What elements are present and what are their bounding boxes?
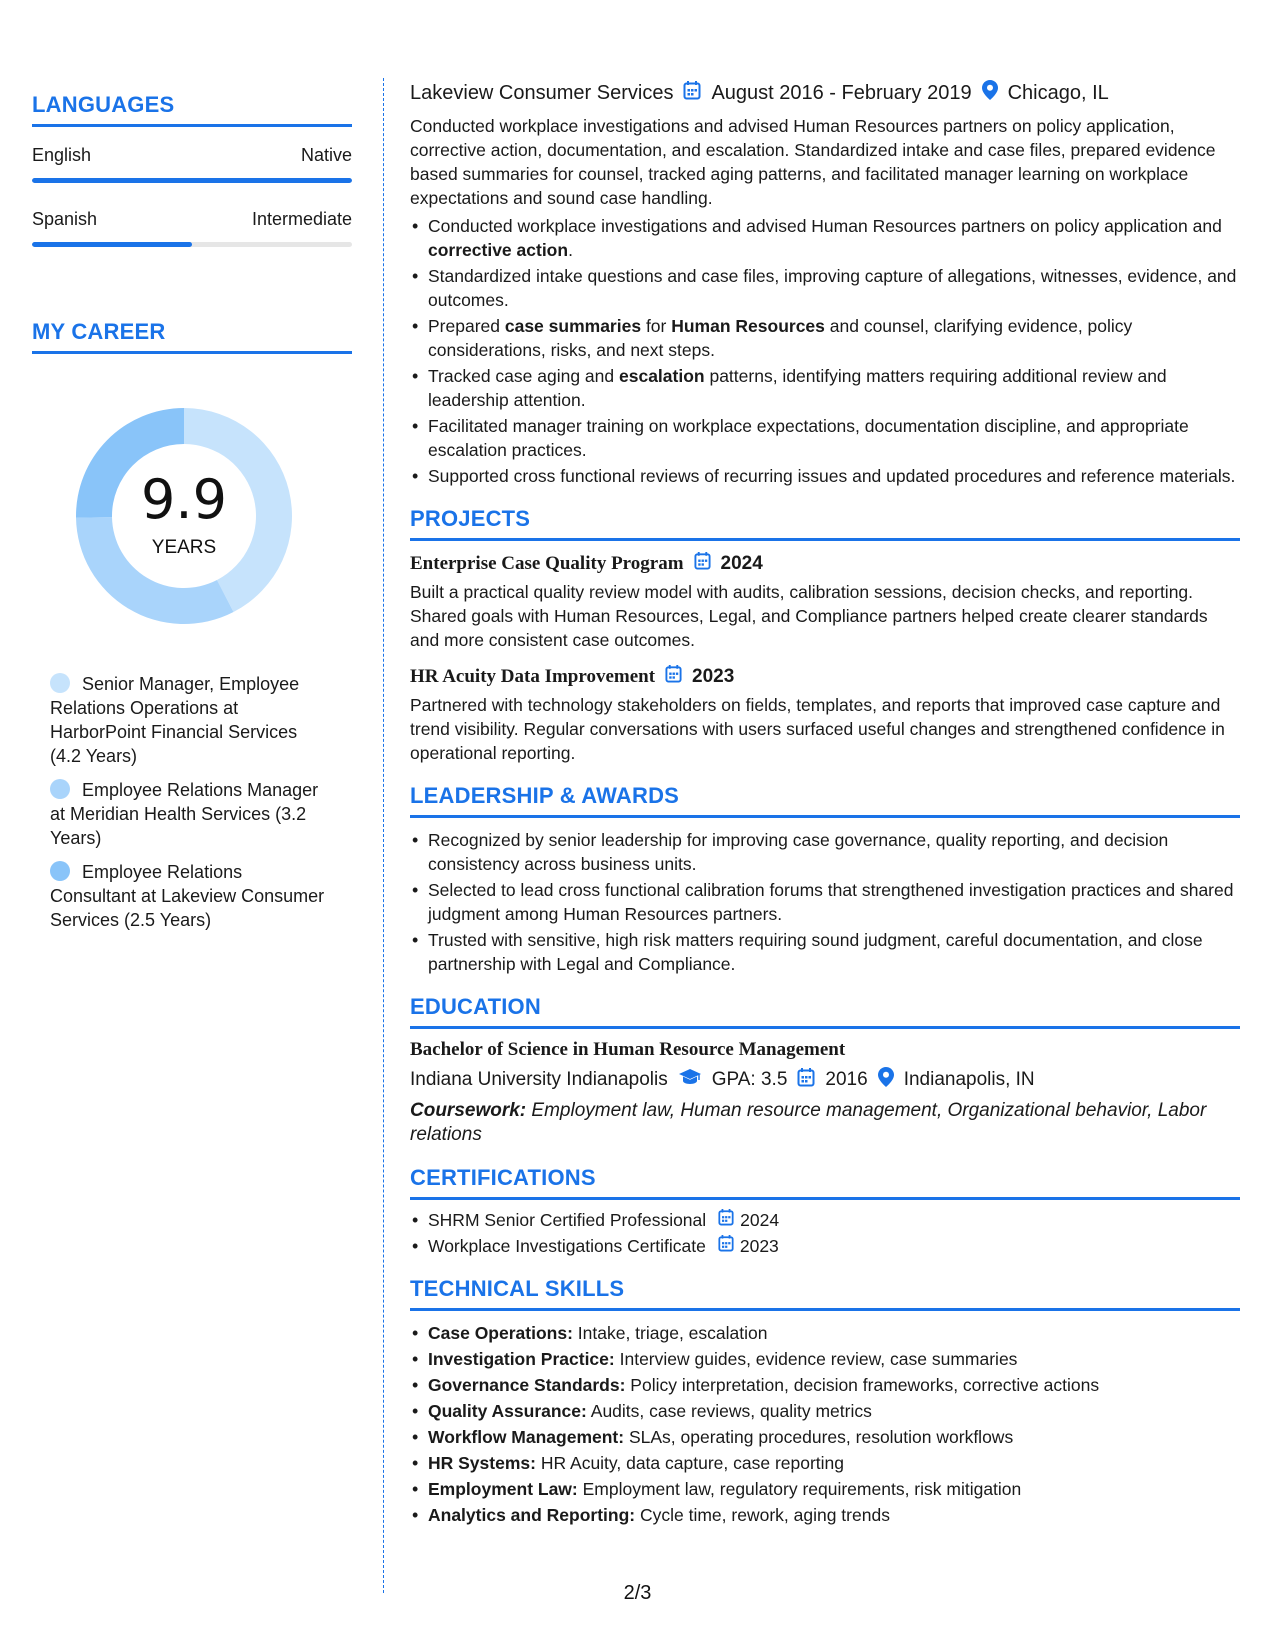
career-legend xyxy=(50,672,330,932)
projects-heading: PROJECTS xyxy=(410,506,1240,541)
project-year: 2023 xyxy=(692,665,735,687)
skills-section xyxy=(410,1276,1240,1527)
job-bullet: • Tracked case aging and escalation patterns, identifying matters requiring additional review and leadership attention. xyxy=(410,364,1240,412)
job-bullet: • Standardized intake questions and case files, improving capture of allegations, witnesses, evidence, and outcomes. xyxy=(410,264,1240,312)
certification-item xyxy=(410,1208,1240,1232)
language-item xyxy=(32,209,352,247)
job-bullet: • Conducted workplace investigations and advised Human Resources partners on policy application and corrective action. xyxy=(410,214,1240,262)
leadership-item: • Recognized by senior leadership for improving case governance, quality reporting, and decision consistency across business units. xyxy=(410,828,1240,876)
coursework-list: Employment law, Human resource management, Organizational behavior, Labor relations xyxy=(410,1100,1207,1145)
language-item xyxy=(32,145,352,183)
skills-heading: TECHNICAL SKILLS xyxy=(410,1276,1240,1311)
job-header xyxy=(410,80,1240,106)
certification-name: • SHRM Senior Certified Professional xyxy=(428,1210,707,1230)
career-total-years: 9.9 xyxy=(141,468,227,531)
language-level: Intermediate xyxy=(251,209,352,229)
certifications-list xyxy=(410,1208,1240,1258)
certification-year: 2024 xyxy=(740,1210,780,1230)
legend-swatch xyxy=(50,861,70,881)
career-donut-chart xyxy=(64,396,304,636)
career-heading: MY CAREER xyxy=(32,319,352,354)
coursework-label: Coursework: xyxy=(410,1100,527,1121)
job-bullet: • Prepared case summaries for Human Resources and counsel, clarifying evidence, policy considerations, risks, and next steps. xyxy=(410,314,1240,362)
location-pin-icon xyxy=(878,1067,894,1093)
language-proficiency-fill xyxy=(32,242,192,247)
job-location: Chicago, IL xyxy=(1007,81,1109,104)
leadership-item: • Selected to lead cross functional calibration forums that strengthened investigation practices and shared judgment among Human Resources partners. xyxy=(410,878,1240,926)
left-column xyxy=(32,92,352,942)
language-proficiency-fill xyxy=(32,178,352,183)
legend-item xyxy=(50,860,330,932)
education-coursework xyxy=(410,1099,1240,1147)
job-bullet: • Supported cross functional reviews of recurring issues and updated procedures and reference materials. xyxy=(410,464,1240,488)
legend-swatch xyxy=(50,673,70,693)
certifications-section xyxy=(410,1165,1240,1258)
language-name: English xyxy=(32,145,92,165)
column-divider xyxy=(383,78,384,1593)
legend-swatch xyxy=(50,779,70,799)
project-name: HR Acuity Data Improvement xyxy=(410,665,656,687)
project-description: Partnered with technology stakeholders on fields, templates, and reports that improved case capture and trend visibility. Regular conversations with users surfaced useful changes and strengthened confidence in operational reporting. xyxy=(410,695,1225,763)
calendar-icon xyxy=(683,80,701,106)
graduation-cap-icon xyxy=(678,1068,702,1092)
project-year: 2024 xyxy=(720,552,763,574)
job-dates: August 2016 - February 2019 xyxy=(711,81,972,104)
education-section xyxy=(410,994,1240,1147)
leadership-item: • Trusted with sensitive, high risk matters requiring sound judgment, careful documentation, and close partnership with Legal and Compliance. xyxy=(410,928,1240,976)
job-summary: Conducted workplace investigations and advised Human Resources partners on policy application, corrective action, documentation, and escalation. Standardized intake and case files, prepared evidence based summaries for counsel, tracked aging patterns, and facilitated manager learning on workplace expectations and sound case handling. xyxy=(410,116,1216,208)
education-year: 2016 xyxy=(825,1069,868,1090)
language-proficiency-bar xyxy=(32,178,352,183)
career-total-unit: YEARS xyxy=(151,537,217,558)
right-column xyxy=(410,80,1240,1529)
education-location: Indianapolis, IN xyxy=(903,1069,1035,1090)
calendar-icon xyxy=(797,1067,815,1093)
legend-label: Employee Relations Consultant at Lakeview Consumer Services (2.5 Years) xyxy=(50,862,325,930)
certification-item xyxy=(410,1234,1240,1258)
skill-item: • Employment Law: Employment law, regulatory requirements, risk mitigation xyxy=(410,1477,1240,1501)
certification-name: • Workplace Investigations Certificate xyxy=(428,1236,706,1256)
language-proficiency-bar xyxy=(32,242,352,247)
education-heading: EDUCATION xyxy=(410,994,1240,1029)
calendar-icon xyxy=(718,1208,734,1232)
education-degree: Bachelor of Science in Human Resource Management xyxy=(410,1039,846,1060)
calendar-icon xyxy=(665,664,682,689)
legend-item xyxy=(50,672,330,768)
language-name: Spanish xyxy=(32,209,98,229)
calendar-icon xyxy=(694,551,711,576)
legend-label: Senior Manager, Employee Relations Operations at HarborPoint Financial Services (4.2 Years) xyxy=(50,674,300,766)
project-description: Built a practical quality review model with audits, calibration sessions, decision checks, and reporting. Shared goals with Human Resources, Legal, and Compliance partners helped create clearer standards and more consistent case outcomes. xyxy=(410,582,1208,650)
certifications-heading: CERTIFICATIONS xyxy=(410,1165,1240,1200)
education-gpa: GPA: 3.5 xyxy=(711,1069,788,1090)
education-details xyxy=(410,1067,1240,1093)
job-bullet: • Facilitated manager training on workplace expectations, documentation discipline, and appropriate escalation practices. xyxy=(410,414,1240,462)
job-bullets xyxy=(410,214,1240,488)
skills-list xyxy=(410,1321,1240,1527)
skill-item: • Analytics and Reporting: Cycle time, rework, aging trends xyxy=(410,1503,1240,1527)
skill-item: • Workflow Management: SLAs, operating procedures, resolution workflows xyxy=(410,1425,1240,1449)
project-title xyxy=(410,551,1240,576)
skill-item: • Quality Assurance: Audits, case reviews, quality metrics xyxy=(410,1399,1240,1423)
projects-section xyxy=(410,506,1240,765)
education-school: Indiana University Indianapolis xyxy=(410,1069,668,1090)
leadership-section xyxy=(410,783,1240,976)
legend-label: Employee Relations Manager at Meridian Health Services (3.2 Years) xyxy=(50,780,319,848)
skill-item: • Case Operations: Intake, triage, escalation xyxy=(410,1321,1240,1345)
location-pin-icon xyxy=(982,80,998,106)
languages-heading: LANGUAGES xyxy=(32,92,352,127)
skill-item: • Governance Standards: Policy interpretation, decision frameworks, corrective actions xyxy=(410,1373,1240,1397)
leadership-list xyxy=(410,828,1240,976)
page-number: 2/3 xyxy=(623,1582,652,1604)
certification-year: 2023 xyxy=(739,1236,779,1256)
legend-item xyxy=(50,778,330,850)
job-company: Lakeview Consumer Services xyxy=(410,81,674,104)
language-level: Native xyxy=(300,145,352,165)
project-name: Enterprise Case Quality Program xyxy=(410,552,684,574)
project-title xyxy=(410,664,1240,689)
calendar-icon xyxy=(718,1234,734,1258)
leadership-heading: LEADERSHIP & AWARDS xyxy=(410,783,1240,818)
skill-item: • Investigation Practice: Interview guides, evidence review, case summaries xyxy=(410,1347,1240,1371)
skill-item: • HR Systems: HR Acuity, data capture, case reporting xyxy=(410,1451,1240,1475)
